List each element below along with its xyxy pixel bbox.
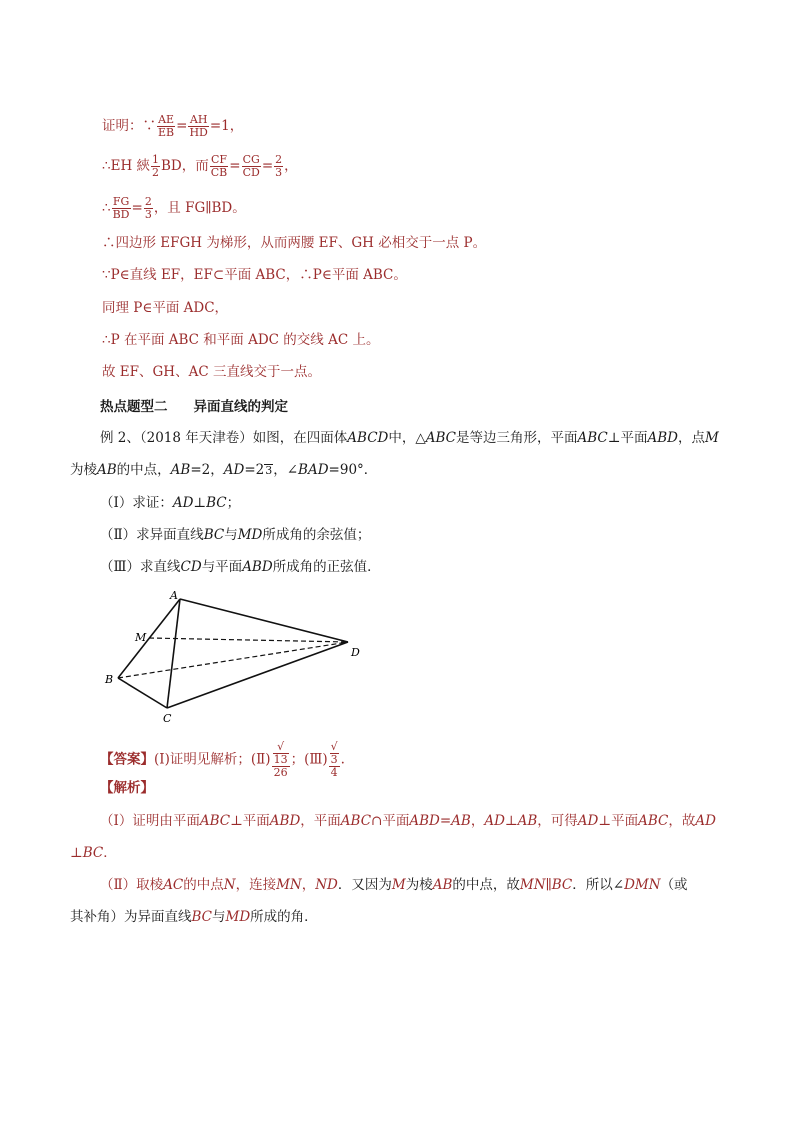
sqrt-value: 3	[265, 464, 273, 477]
analysis-label: 【解析】	[100, 780, 154, 796]
fraction: √ 13 26	[273, 740, 288, 779]
section-label: 热点题型二	[100, 399, 168, 415]
proof-line-6: 同理 P∈平面 ADC，	[102, 300, 229, 316]
edge-cd	[167, 642, 348, 708]
edge-bc	[118, 678, 167, 708]
proof-line-3: ∴ $\frac{FG}{BD}$ = $\frac{2}{3}$ ，且 FG∥BD。	[102, 195, 246, 221]
edge-md-hidden	[149, 638, 348, 642]
label-c: C	[163, 712, 172, 725]
fraction: $\frac{2}{3}$	[275, 153, 283, 179]
edge-ad	[180, 599, 348, 642]
fraction: √ 3 4	[330, 740, 338, 779]
label-a: A	[170, 589, 178, 602]
analysis-line-1: （Ⅰ）证明由平面ABC⊥平面ABD，平面ABC∩平面ABD=AB，AD⊥AB，可得AD⊥平面ABC，故AD	[100, 813, 716, 829]
analysis-line-2b: 其补角）为异面直线BC与MD所成的角．	[70, 909, 318, 925]
analysis-line-2: （Ⅱ）取棱AC的中点N，连接MN，ND．又因为M为棱AB的中点，故MN∥BC．所以∠DMN（或	[100, 877, 688, 893]
proof-line-1: 证明：∵ $\frac{AE}{EB}$ = $\frac{AH}{HD}$ =1，	[102, 113, 244, 139]
edge-bd-hidden	[118, 642, 348, 678]
section-heading	[100, 397, 288, 417]
proof-line-4: ∴四边形 EFGH 为梯形，从而两腰 EF、GH 必相交于一点 P。	[102, 235, 487, 251]
proof-line-2: ∴EH 綊 $\frac{1}{2}$ BD，而 $\frac{CF}{CB}$ = $\frac{CG}{CD}$ = $\frac{2}{3}$ ，	[102, 153, 298, 179]
question-3: （Ⅲ）求直线CD与平面ABD所成角的正弦值．	[100, 559, 381, 575]
label-b: B	[105, 673, 114, 686]
proof-text: 证明：∵	[102, 118, 156, 134]
fraction: $\frac{2}{3}$	[144, 195, 152, 221]
example-line-1: 例 2、（2018 年天津卷）如图，在四面体ABCD中，△ABC是等边三角形，平面ABC⊥平面ABD，点M	[100, 430, 719, 446]
example-line-2: 为棱AB的中点，AB=2，AD=23，∠BAD=90°．	[70, 462, 378, 478]
section-title: 异面直线的判定	[193, 399, 288, 415]
proof-line-8: 故 EF、GH、AC 三直线交于一点。	[102, 364, 321, 380]
edge-ac	[167, 599, 180, 708]
analysis-line-1b: ⊥BC．	[70, 845, 117, 861]
question-1: （Ⅰ）求证：AD⊥BC；	[100, 495, 241, 511]
fraction: $\frac{CF}{CB}$	[210, 153, 228, 179]
answer-label: 【答案】	[100, 751, 154, 768]
answer-line: 【答案】(Ⅰ)证明见解析；(Ⅱ) √ 13 26 ；(Ⅲ) √ 3 4 .	[100, 740, 345, 779]
fraction: $\frac{AE}{EB}$	[158, 113, 175, 139]
proof-line-7: ∴P 在平面 ABC 和平面 ADC 的交线 AC 上。	[102, 332, 380, 348]
fraction: $\frac{1}{2}$	[152, 153, 160, 179]
label-d: D	[351, 646, 360, 659]
fraction: $\frac{AH}{HD}$	[189, 113, 208, 139]
question-2: （Ⅱ）求异面直线BC与MD所成角的余弦值；	[100, 527, 371, 543]
proof-line-5: ∵P∈直线 EF，EF⊂平面 ABC，∴P∈平面 ABC。	[102, 267, 407, 283]
tetrahedron-figure	[100, 585, 380, 730]
fraction: $\frac{FG}{BD}$	[112, 195, 130, 221]
label-m: M	[135, 631, 147, 644]
fraction: $\frac{CG}{CD}$	[242, 153, 260, 179]
